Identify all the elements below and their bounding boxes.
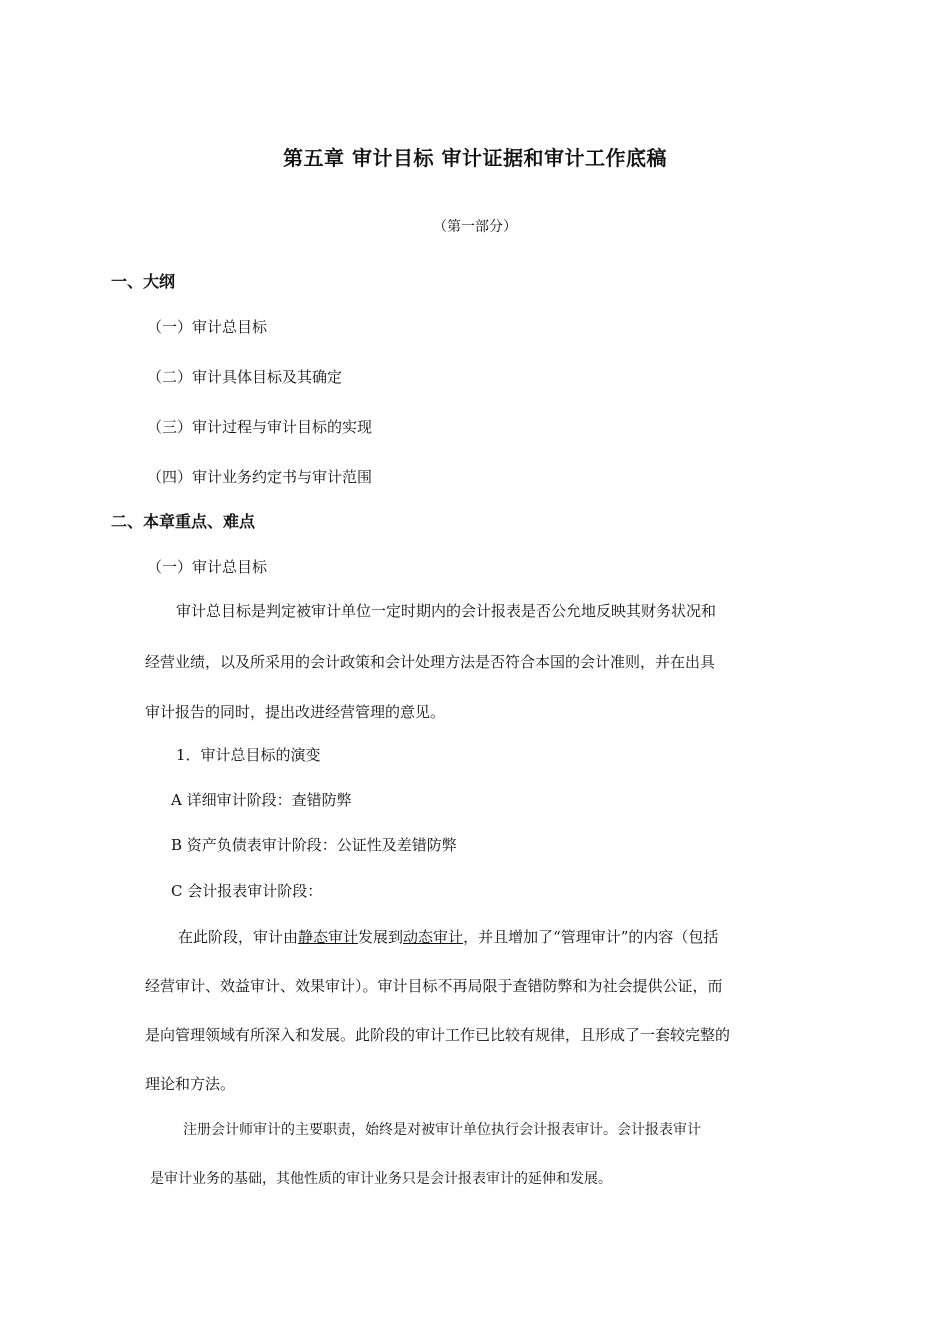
- outline-item: （二）审计具体目标及其确定: [147, 368, 343, 386]
- outline-item: （四）审计业务约定书与审计范围: [147, 468, 373, 486]
- paragraph-line: 经营业绩，以及所采用的会计政策和会计处理方法是否符合本国的会计准则，并在出具: [145, 653, 716, 671]
- paragraph-line: 是向管理领域有所深入和发展。此阶段的审计工作已比较有规律，且形成了一套较完整的: [145, 1026, 731, 1044]
- paragraph-line: 理论和方法。: [145, 1075, 236, 1093]
- section-heading-key-points: 二、本章重点、难点: [111, 512, 256, 531]
- paragraph-line: 审计总目标是判定被审计单位一定时期内的会计报表是否公允地反映其财务状况和: [176, 602, 717, 620]
- text-run: ，并且增加了“管理审计”的内容（包括: [463, 928, 719, 946]
- paragraph-line: 是审计业务的基础，其他性质的审计业务只是会计报表审计的延伸和发展。: [150, 1171, 612, 1187]
- text-run: 在此阶段，审计由: [178, 928, 299, 946]
- underlined-term-static-audit: 静态审计: [298, 928, 359, 946]
- chapter-title: 第五章 审计目标 审计证据和审计工作底稿: [283, 146, 667, 170]
- stage-item: C 会计报表审计阶段：: [171, 882, 323, 900]
- outline-item: （三）审计过程与审计目标的实现: [147, 418, 373, 436]
- stage-item: B 资产负债表审计阶段：公证性及差错防弊: [171, 836, 457, 854]
- paragraph-line: 经营审计、效益审计、效果审计）。审计目标不再局限于查错防弊和为社会提供公证，而: [145, 977, 723, 995]
- paragraph-line: 注册会计师审计的主要职责，始终是对被审计单位执行会计报表审计。会计报表审计: [183, 1122, 701, 1138]
- stage-item: A 详细审计阶段：查错防弊: [171, 791, 352, 809]
- text-run: 发展到: [358, 928, 404, 946]
- underlined-term-dynamic-audit: 动态审计: [403, 928, 464, 946]
- outline-item: （一）审计总目标: [147, 318, 268, 336]
- numbered-point: 1．审计总目标的演变: [176, 746, 321, 764]
- paragraph-line: [178, 928, 718, 946]
- part-subtitle: （第一部分）: [433, 219, 517, 235]
- subsection-heading: （一）审计总目标: [147, 558, 268, 576]
- paragraph-line: 审计报告的同时，提出改进经营管理的意见。: [145, 703, 446, 721]
- section-heading-outline: 一、大纲: [111, 272, 176, 291]
